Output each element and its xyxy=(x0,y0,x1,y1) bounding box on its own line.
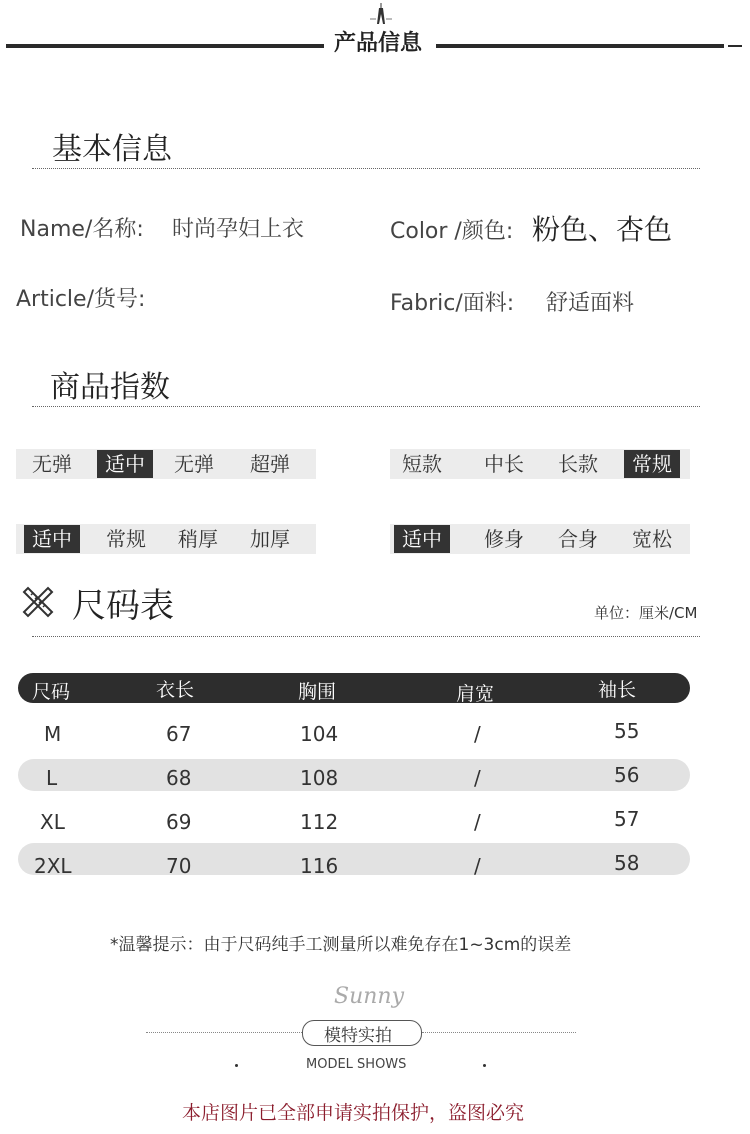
index-option-selected: 适中 xyxy=(97,450,153,478)
col-size: 尺码 xyxy=(32,681,71,703)
model-rule-right xyxy=(422,1032,576,1033)
col-length: 衣长 xyxy=(156,679,195,701)
index-option-selected: 适中 xyxy=(24,525,80,553)
size-divider xyxy=(32,636,700,637)
table-cell-shoulder: / xyxy=(474,722,481,746)
row-band xyxy=(18,843,690,875)
index-option-selected: 常规 xyxy=(624,450,680,478)
index-option: 中长 xyxy=(484,452,524,476)
header-rule-end-mark xyxy=(728,45,742,47)
model-title: 模特实拍 xyxy=(324,1026,392,1046)
row-band xyxy=(18,759,690,791)
table-cell-sleeve: 58 xyxy=(614,851,640,875)
header-title: 产品信息 xyxy=(334,31,423,56)
color-value: 粉色、杏色 xyxy=(532,213,673,246)
table-cell-shoulder: / xyxy=(474,810,481,834)
name-label: Name/名称: xyxy=(20,217,144,242)
col-sleeve: 袖长 xyxy=(598,679,637,701)
table-cell-bust: 116 xyxy=(300,854,339,878)
size-note: *温馨提示：由于尺码纯手工测量所以难免存在1~3cm的误差 xyxy=(110,935,572,955)
table-cell-size: L xyxy=(46,766,58,790)
table-cell-size: XL xyxy=(40,810,65,834)
index-option-selected: 适中 xyxy=(394,525,450,553)
dot-left xyxy=(235,1064,238,1067)
table-cell-bust: 104 xyxy=(300,722,339,746)
script-logo: Sunny xyxy=(334,984,405,1009)
index-option: 长款 xyxy=(558,452,598,476)
table-cell-length: 68 xyxy=(166,766,192,790)
table-cell-sleeve: 57 xyxy=(614,807,640,831)
fabric-value: 舒适面料 xyxy=(546,291,635,316)
table-cell-length: 69 xyxy=(166,810,192,834)
index-option: 短款 xyxy=(402,452,442,476)
size-heading: 尺码表 xyxy=(72,586,174,626)
basic-info-divider xyxy=(32,168,700,169)
color-label: Color /颜色: xyxy=(390,219,514,244)
index-option: 宽松 xyxy=(632,527,672,551)
ruler-scissors-icon xyxy=(20,584,56,620)
name-value: 时尚孕妇上衣 xyxy=(172,217,305,242)
size-table-header xyxy=(18,673,690,703)
index-option: 常规 xyxy=(106,527,146,551)
table-cell-length: 70 xyxy=(166,854,192,878)
index-option: 加厚 xyxy=(250,527,290,551)
fabric-label: Fabric/面料: xyxy=(390,291,515,316)
col-bust: 胸围 xyxy=(298,681,337,703)
table-cell-size: M xyxy=(44,722,62,746)
table-cell-shoulder: / xyxy=(474,854,481,878)
dot-right xyxy=(483,1064,486,1067)
basic-info-heading: 基本信息 xyxy=(52,132,172,167)
table-cell-sleeve: 56 xyxy=(614,763,640,787)
model-rule-left xyxy=(146,1032,302,1033)
copyright-notice: 本店图片已全部申请实拍保护，盗图必究 xyxy=(182,1102,525,1124)
index-option: 无弹 xyxy=(32,452,72,476)
header-rule-right xyxy=(436,44,724,48)
index-option: 超弹 xyxy=(250,452,290,476)
table-cell-size: 2XL xyxy=(34,854,72,878)
index-divider xyxy=(32,406,700,407)
table-cell-sleeve: 55 xyxy=(614,719,640,743)
article-label: Article/货号: xyxy=(16,287,146,312)
table-cell-length: 67 xyxy=(166,722,192,746)
index-heading: 商品指数 xyxy=(50,370,170,405)
table-cell-bust: 112 xyxy=(300,810,339,834)
col-shoulder: 肩宽 xyxy=(456,683,495,705)
table-cell-shoulder: / xyxy=(474,766,481,790)
model-subtitle: MODEL SHOWS xyxy=(306,1057,407,1072)
size-unit: 单位：厘米/CM xyxy=(594,604,698,622)
index-option: 修身 xyxy=(484,527,524,551)
eiffel-tower-icon xyxy=(368,2,394,26)
table-cell-bust: 108 xyxy=(300,766,339,790)
index-option: 稍厚 xyxy=(178,527,218,551)
index-option: 合身 xyxy=(558,527,598,551)
header-rule-left xyxy=(6,44,324,48)
index-option: 无弹 xyxy=(174,452,214,476)
